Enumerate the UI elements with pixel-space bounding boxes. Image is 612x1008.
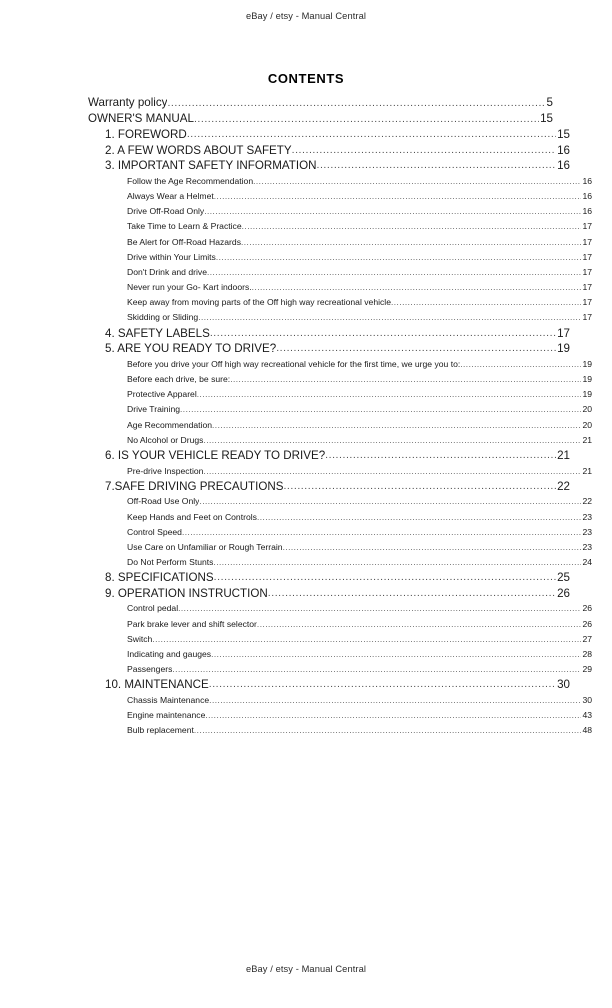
toc-leader-dots xyxy=(214,196,582,205)
toc-entry[interactable] xyxy=(127,387,592,402)
toc-leader-dots xyxy=(216,256,582,265)
toc-entry-page-number: 30 xyxy=(582,694,592,705)
toc-entry[interactable] xyxy=(105,570,570,586)
toc-entry[interactable] xyxy=(127,219,592,234)
toc-leader-dots xyxy=(209,700,581,709)
toc-entry-label: Control pedal xyxy=(127,603,179,614)
toc-entry[interactable] xyxy=(127,402,592,417)
toc-entry[interactable] xyxy=(127,555,592,570)
toc-leader-dots xyxy=(325,452,556,464)
toc-entry-label: Always Wear a Helmet xyxy=(127,190,214,201)
toc-entry-page-number: 16 xyxy=(582,190,592,201)
toc-entry[interactable] xyxy=(88,111,553,127)
toc-entry-label: Switch xyxy=(127,633,153,644)
toc-entry-page-number: 23 xyxy=(582,526,592,537)
toc-entry-label: Age Recommendation xyxy=(127,419,213,430)
toc-entry[interactable] xyxy=(127,617,592,632)
toc-leader-dots xyxy=(253,180,581,189)
toc-entry-page-number: 17 xyxy=(582,297,592,308)
toc-entry-label: Passengers xyxy=(127,664,173,675)
toc-leader-dots xyxy=(317,162,557,174)
toc-entry-label: Keep away from moving parts of the Off high way recreational vehicle xyxy=(127,297,391,308)
toc-leader-dots xyxy=(230,379,581,388)
toc-leader-dots xyxy=(207,272,581,281)
toc-leader-dots xyxy=(214,574,556,586)
toc-entry-page-number: 5 xyxy=(546,96,553,109)
toc-entry[interactable] xyxy=(127,235,592,250)
toc-entry-label: Off-Road Use Only xyxy=(127,496,200,507)
toc-entry-page-number: 43 xyxy=(582,710,592,721)
toc-leader-dots xyxy=(283,547,582,556)
toc-leader-dots xyxy=(283,483,556,495)
toc-entry-label: Do Not Perform Stunts xyxy=(127,557,214,568)
toc-entry[interactable] xyxy=(127,723,592,738)
toc-entry[interactable] xyxy=(105,448,570,464)
toc-entry[interactable] xyxy=(127,265,592,280)
toc-entry-page-number: 17 xyxy=(582,266,592,277)
toc-leader-dots xyxy=(252,287,582,296)
toc-entry-label: Drive within Your Limits xyxy=(127,251,216,262)
toc-entry-label: Follow the Age Recommendation xyxy=(127,175,254,186)
toc-entry-page-number: 17 xyxy=(582,282,592,293)
toc-leader-dots xyxy=(257,623,582,632)
toc-entry-page-number: 25 xyxy=(557,571,570,585)
toc-entry[interactable] xyxy=(105,479,570,495)
toc-leader-dots xyxy=(198,317,581,326)
toc-entry-label: Before each drive, be sure: xyxy=(127,374,231,385)
toc-entry[interactable] xyxy=(127,540,592,555)
toc-entry-label: Protective Apparel xyxy=(127,389,197,400)
toc-entry-page-number: 17 xyxy=(557,326,570,340)
toc-entry-label: 3. IMPORTANT SAFETY INFORMATION xyxy=(105,159,317,173)
toc-entry-label: Park brake lever and shift selector xyxy=(127,618,257,629)
toc-entry[interactable] xyxy=(127,250,592,265)
toc-entry[interactable] xyxy=(127,510,592,525)
toc-entry-label: Keep Hands and Feet on Controls xyxy=(127,511,257,522)
toc-entry-page-number: 26 xyxy=(557,586,570,600)
toc-leader-dots xyxy=(197,394,582,403)
toc-leader-dots xyxy=(460,363,581,372)
toc-entry-label: 6. IS YOUR VEHICLE READY TO DRIVE? xyxy=(105,448,326,462)
page-title: CONTENTS xyxy=(267,71,345,86)
toc-leader-dots xyxy=(199,501,581,510)
toc-entry-label: OWNER'S MANUAL xyxy=(88,112,194,125)
toc-entry-page-number: 26 xyxy=(582,603,592,614)
toc-entry[interactable] xyxy=(127,601,592,616)
toc-entry-page-number: 23 xyxy=(582,541,592,552)
toc-entry-page-number: 28 xyxy=(582,649,592,660)
toc-entry-page-number: 23 xyxy=(582,511,592,522)
table-of-contents xyxy=(88,95,592,739)
toc-leader-dots xyxy=(182,531,581,540)
toc-entry-page-number: 29 xyxy=(582,664,592,675)
toc-entry-label: Drive Off-Road Only xyxy=(127,206,205,217)
toc-entry[interactable] xyxy=(127,494,592,509)
toc-entry-page-number: 19 xyxy=(582,358,592,369)
toc-entry-page-number: 20 xyxy=(582,419,592,430)
toc-leader-dots xyxy=(178,608,581,617)
toc-entry-page-number: 22 xyxy=(582,496,592,507)
toc-leader-dots xyxy=(268,590,556,602)
toc-entry[interactable] xyxy=(127,647,592,662)
toc-entry[interactable] xyxy=(127,372,592,387)
toc-entry-label: 10. MAINTENANCE xyxy=(105,678,209,692)
toc-entry-page-number: 17 xyxy=(582,251,592,262)
toc-entry[interactable] xyxy=(105,127,570,143)
toc-entry-label: 1. FOREWORD xyxy=(105,128,187,141)
toc-leader-dots xyxy=(204,211,581,220)
toc-entry-label: 4. SAFETY LABELS xyxy=(105,326,210,340)
toc-entry[interactable] xyxy=(105,326,570,342)
toc-entry-page-number: 27 xyxy=(582,633,592,644)
toc-leader-dots xyxy=(194,115,539,127)
toc-entry-page-number: 17 xyxy=(582,221,592,232)
toc-entry-label: 8. SPECIFICATIONS xyxy=(105,571,214,585)
toc-entry[interactable] xyxy=(127,708,592,723)
toc-entry-label: Take Time to Learn & Practice xyxy=(127,221,242,232)
running-header: eBay / etsy - Manual Central xyxy=(245,11,367,21)
toc-entry[interactable] xyxy=(105,143,570,159)
toc-leader-dots xyxy=(209,681,556,693)
toc-leader-dots xyxy=(180,409,581,418)
toc-entry-page-number: 16 xyxy=(557,143,570,157)
toc-entry-page-number: 22 xyxy=(557,479,570,493)
toc-entry-page-number: 17 xyxy=(582,312,592,323)
toc-leader-dots xyxy=(167,99,545,111)
toc-entry[interactable] xyxy=(127,204,592,219)
toc-entry-page-number: 20 xyxy=(582,404,592,415)
toc-entry[interactable] xyxy=(105,158,570,174)
toc-leader-dots xyxy=(152,638,581,647)
toc-leader-dots xyxy=(203,470,581,479)
toc-entry-page-number: 16 xyxy=(582,206,592,217)
toc-entry[interactable] xyxy=(127,174,592,189)
toc-entry-label: Before you drive your Off high way recreational vehicle for the first time, we urge you to: xyxy=(127,358,461,369)
toc-leader-dots xyxy=(257,516,581,525)
toc-entry-label: Use Care on Unfamiliar or Rough Terrain xyxy=(127,541,283,552)
toc-leader-dots xyxy=(241,241,581,250)
toc-entry-label: Bulb replacement xyxy=(127,725,194,736)
toc-entry-label: Chassis Maintenance xyxy=(127,694,210,705)
toc-entry-label: Control Speed xyxy=(127,526,182,537)
toc-entry-page-number: 21 xyxy=(582,465,592,476)
toc-entry-page-number: 48 xyxy=(582,725,592,736)
toc-entry[interactable] xyxy=(127,280,592,295)
toc-entry-label: 2. A FEW WORDS ABOUT SAFETY xyxy=(105,143,292,157)
toc-entry[interactable] xyxy=(127,632,592,647)
toc-entry-label: Indicating and gauges xyxy=(127,649,212,660)
toc-leader-dots xyxy=(242,226,582,235)
toc-leader-dots xyxy=(187,131,556,143)
toc-entry[interactable] xyxy=(127,464,592,479)
toc-entry[interactable] xyxy=(127,310,592,325)
toc-entry[interactable] xyxy=(127,693,592,708)
toc-entry-page-number: 17 xyxy=(582,236,592,247)
toc-entry-label: 7.SAFE DRIVING PRECAUTIONS xyxy=(105,479,284,493)
toc-leader-dots xyxy=(172,669,581,678)
toc-entry[interactable] xyxy=(127,662,592,677)
toc-entry-label: Never run your Go- Kart indoors. xyxy=(127,282,252,293)
toc-leader-dots xyxy=(203,439,581,448)
running-footer: eBay / etsy - Manual Central xyxy=(245,964,367,974)
toc-leader-dots xyxy=(211,654,581,663)
toc-leader-dots xyxy=(194,730,582,739)
toc-entry[interactable] xyxy=(88,95,553,111)
toc-entry-page-number: 19 xyxy=(582,389,592,400)
toc-entry-label: 9. OPERATION INSTRUCTION xyxy=(105,586,268,600)
toc-entry-page-number: 16 xyxy=(557,159,570,173)
toc-leader-dots xyxy=(213,562,581,571)
toc-entry-page-number: 15 xyxy=(557,128,570,141)
toc-leader-dots xyxy=(212,424,581,433)
toc-entry-label: Drive Training xyxy=(127,404,181,415)
toc-leader-dots xyxy=(391,302,581,311)
toc-entry-page-number: 16 xyxy=(582,175,592,186)
toc-entry[interactable] xyxy=(127,295,592,310)
toc-entry-page-number: 19 xyxy=(582,374,592,385)
toc-entry-label: Don't Drink and drive xyxy=(127,266,207,277)
toc-entry-label: Pre-drive Inspection xyxy=(127,465,204,476)
toc-entry-label: Skidding or Sliding xyxy=(127,312,199,323)
toc-entry-page-number: 15 xyxy=(540,112,553,125)
toc-entry-page-number: 19 xyxy=(557,342,570,356)
toc-entry[interactable] xyxy=(127,433,592,448)
toc-entry-page-number: 24 xyxy=(582,557,592,568)
toc-entry[interactable] xyxy=(127,357,592,372)
toc-leader-dots xyxy=(205,715,581,724)
toc-entry[interactable] xyxy=(105,677,570,693)
toc-leader-dots xyxy=(210,330,556,342)
toc-entry[interactable] xyxy=(105,586,570,602)
toc-entry-page-number: 21 xyxy=(557,448,570,462)
toc-entry-page-number: 21 xyxy=(582,434,592,445)
toc-entry-label: Engine maintenance xyxy=(127,710,206,721)
toc-entry[interactable] xyxy=(127,189,592,204)
toc-entry[interactable] xyxy=(127,418,592,433)
toc-entry-label: Warranty policy xyxy=(88,96,168,109)
toc-entry-page-number: 30 xyxy=(557,678,570,692)
toc-leader-dots xyxy=(292,147,556,159)
toc-leader-dots xyxy=(276,345,556,357)
toc-entry-page-number: 26 xyxy=(582,618,592,629)
toc-entry-label: No Alcohol or Drugs xyxy=(127,434,204,445)
toc-entry[interactable] xyxy=(105,341,570,357)
toc-entry-label: Be Alert for Off-Road Hazards xyxy=(127,236,241,247)
toc-entry[interactable] xyxy=(127,525,592,540)
toc-entry-label: 5. ARE YOU READY TO DRIVE? xyxy=(105,342,277,356)
